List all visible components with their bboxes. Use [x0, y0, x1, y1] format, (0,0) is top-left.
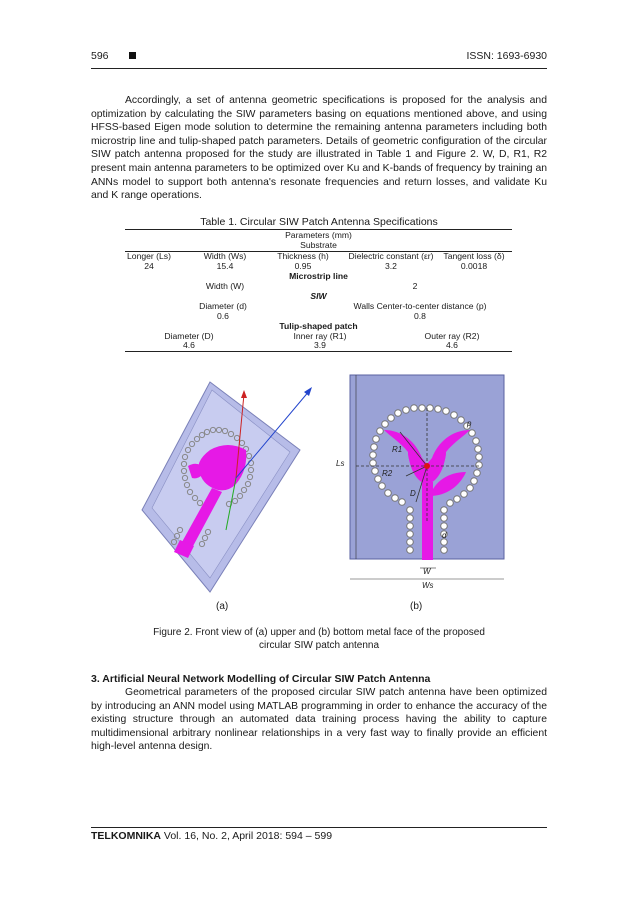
substrate-val-1: 15.4 — [216, 261, 234, 271]
section-paragraph — [91, 686, 547, 754]
D-label: D — [410, 489, 416, 498]
substrate-col-0: Longer (Ls) — [127, 251, 171, 261]
ws-label: Ws — [422, 581, 434, 590]
square-bullet-icon — [129, 52, 136, 59]
table-header: Parameters (mm) — [285, 230, 352, 240]
table-bottom-rule — [125, 351, 512, 352]
r2-label: R2 — [382, 469, 393, 478]
w-label: W — [423, 567, 431, 576]
substrate-val-3: 3.2 — [385, 261, 397, 271]
spec-table — [125, 230, 512, 350]
substrate-label: Substrate — [300, 240, 337, 250]
microstrip-label: Microstrip line — [289, 271, 348, 281]
intro-text: Accordingly, a set of antenna geometric specifications is proposed for the analysis and optimization by calculating the SIW parameters basing on equations mentioned above, and using HFSS-based Eigen mode solution to determine the remaining antenna parameters including both microstrip line and tulip-shaped patch parameters. Details of geometric configuration of the circular SIW patch antenna proposed for the study are illustrated in Table 1 and Figure 2. W, D, R1, R2 present main antenna parameters to be optimized over Ku and K-bands of frequency by training an ANNs model to support both antenna's resonate frequencies and return losses, and validate Ku and K range operations. — [91, 95, 547, 202]
feed-line-b — [422, 482, 433, 560]
caption-line-1: Figure 2. Front view of (a) upper and (b) bottom metal face of the proposed — [153, 627, 485, 638]
r1-label: R1 — [392, 445, 403, 454]
tulip-col-0: Diameter (D) — [164, 331, 214, 341]
ls-label: Ls — [336, 459, 345, 468]
table-title: Table 1. Circular SIW Patch Antenna Specifications — [200, 216, 438, 228]
citation: Vol. 16, No. 2, April 2018: 594 – 599 — [163, 830, 333, 842]
tulip-label: Tulip-shaped patch — [279, 321, 358, 331]
p-label: p — [467, 419, 472, 428]
substrate-val-4: 0.0018 — [460, 261, 488, 271]
siw-val-1: 0.8 — [414, 311, 426, 321]
siw-col-0: Diameter (d) — [199, 301, 247, 311]
figure-label-a: (a) — [216, 601, 229, 612]
substrate-col-3: Dielectric constant (εr) — [348, 251, 434, 261]
tulip-col-1: Inner ray (R1) — [293, 331, 347, 341]
substrate-col-2: Thickness (h) — [277, 251, 329, 261]
caption-line-2: circular SIW patch antenna — [258, 640, 380, 651]
intro-paragraph — [91, 94, 547, 203]
substrate-col-1: Width (Ws) — [203, 251, 247, 261]
figure-caption — [91, 626, 547, 652]
substrate-val-2: 0.95 — [294, 261, 312, 271]
d-small-label: d — [442, 531, 447, 540]
figure-b-bottom-face — [330, 372, 510, 594]
substrate-val-0: 24 — [144, 261, 154, 271]
tulip-val-0: 4.6 — [183, 340, 195, 350]
siw-col-1: Walls Center-to-center distance (p) — [353, 301, 487, 311]
tulip-val-2: 4.6 — [446, 340, 458, 350]
header-rule — [91, 68, 547, 69]
footer-rule — [91, 827, 547, 828]
page-header — [91, 48, 547, 66]
axis-blue-arrow-icon — [304, 387, 312, 396]
figure-label-b: (b) — [410, 601, 423, 612]
section-title: 3. Artificial Neural Network Modelling of Circular SIW Patch Antenna — [91, 673, 431, 685]
microstrip-val-0: 2 — [412, 281, 418, 291]
issn: ISSN: 1693-6930 — [466, 50, 547, 62]
tulip-col-2: Outer ray (R2) — [424, 331, 480, 341]
axis-red-arrow-icon — [241, 390, 247, 398]
siw-val-0: 0.6 — [217, 311, 229, 321]
section-text: Geometrical parameters of the proposed circular SIW patch antenna have been optimized by introducing an ANN model using MATLAB programming in order to enhance the accuracy of the existing structure through an automated data training process having the ability to capture multidimensional arbitrary nonlinear relationships in a very fast way to finally provide an efficient high-level antenna design. — [91, 687, 547, 753]
center-point — [424, 463, 430, 469]
page-footer — [91, 830, 547, 842]
tulip-val-1: 3.9 — [314, 340, 326, 350]
figure-a-upper-face — [140, 380, 320, 595]
page-number: 596 — [91, 50, 109, 62]
microstrip-col-0: Width (W) — [205, 281, 245, 291]
substrate-col-4: Tangent loss (δ) — [443, 251, 505, 261]
siw-label: SIW — [310, 291, 327, 301]
journal-name: TELKOMNIKA — [91, 830, 161, 842]
